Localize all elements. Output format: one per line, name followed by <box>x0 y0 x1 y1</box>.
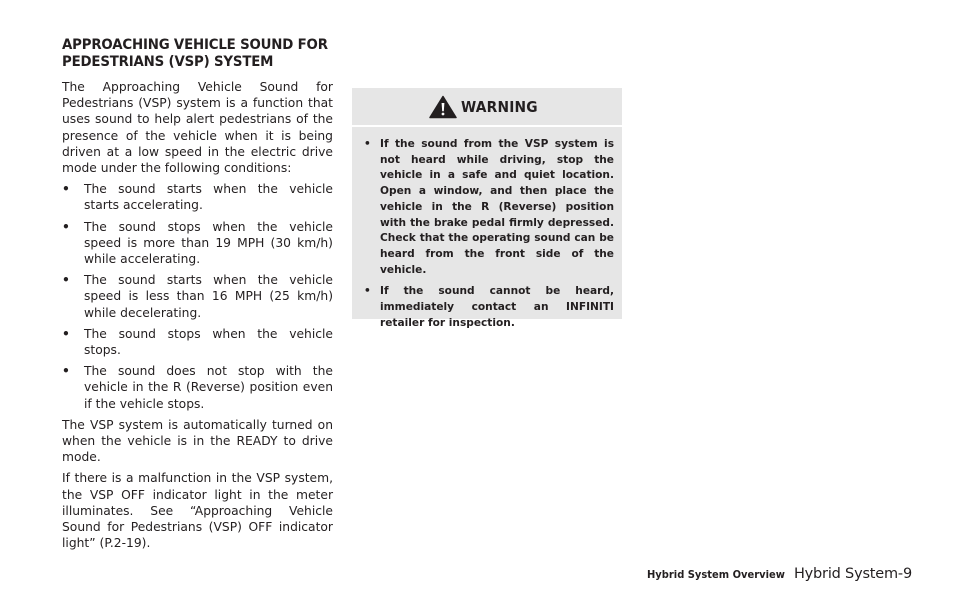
intro-paragraph: The Approaching Vehicle Sound for Pedestrians (VSP) system is a function that uses sound to help alert pedestrians of the presence of the vehicle when it is being driven at a low speed in the electric drive mode under the following conditions: <box>62 80 333 176</box>
warning-divider <box>352 125 622 127</box>
warning-title: WARNING <box>461 97 539 116</box>
warning-triangle-icon <box>429 95 457 119</box>
condition-text: The sound starts when the vehicle speed is less than 16 MPH (25 km/h) while decelerating. <box>84 273 333 320</box>
bullet-icon: • <box>62 219 70 234</box>
warning-item-text: If the sound cannot be heard, immediately contact an INFINITI retailer for inspection. <box>380 285 614 329</box>
condition-item <box>62 219 333 268</box>
bullet-icon: • <box>62 326 70 341</box>
bullet-icon: • <box>364 138 371 150</box>
page-number: Hybrid System-9 <box>793 566 912 582</box>
malfunction-paragraph: If there is a malfunction in the VSP system, the VSP OFF indicator light in the meter illuminates. See “Approaching Vehicle Sound for Pedestrians (VSP) OFF indicator light” (P.2-19). <box>62 471 333 551</box>
bullet-icon: • <box>364 285 371 298</box>
auto-on-paragraph: The VSP system is automatically turned on when the vehicle is in the READY to drive mode. <box>62 417 333 465</box>
condition-item <box>62 181 333 213</box>
bullet-icon: • <box>62 364 70 379</box>
condition-item <box>62 272 333 321</box>
page-footer <box>635 566 912 582</box>
condition-text: The sound does not stop with the vehicle in the R (Reverse) position even if the vehicle stops. <box>84 364 333 411</box>
condition-text: The sound stops when the vehicle speed is more than 19 MPH (30 km/h) while accelerating. <box>84 219 333 267</box>
footer-section-title: Hybrid System Overview <box>647 568 785 581</box>
conditions-list <box>62 181 333 412</box>
section-heading-line-1: APPROACHING VEHICLE SOUND FOR <box>62 37 328 53</box>
warning-list <box>364 137 614 337</box>
warning-item <box>364 284 614 331</box>
condition-item <box>62 363 333 412</box>
warning-item <box>364 137 614 278</box>
main-text-column <box>62 79 333 556</box>
bullet-icon: • <box>62 182 70 197</box>
section-heading-line-2: PEDESTRIANS (VSP) SYSTEM <box>62 54 274 70</box>
condition-text: The sound stops when the vehicle stops. <box>84 326 333 358</box>
condition-item <box>62 326 333 358</box>
bullet-icon: • <box>62 273 70 288</box>
section-heading <box>62 37 329 71</box>
warning-item-text: If the sound from the VSP system is not heard while driving, stop the vehicle in a safe and quiet location. Open a window, and then place the vehicle in the R (Reverse) position with the brake pedal firmly depressed. Check that the operating sound can be heard from the front side of the vehicle. <box>380 138 614 276</box>
condition-text: The sound starts when the vehicle starts accelerating. <box>84 182 333 213</box>
warning-header <box>352 88 622 125</box>
warning-box <box>352 88 622 329</box>
